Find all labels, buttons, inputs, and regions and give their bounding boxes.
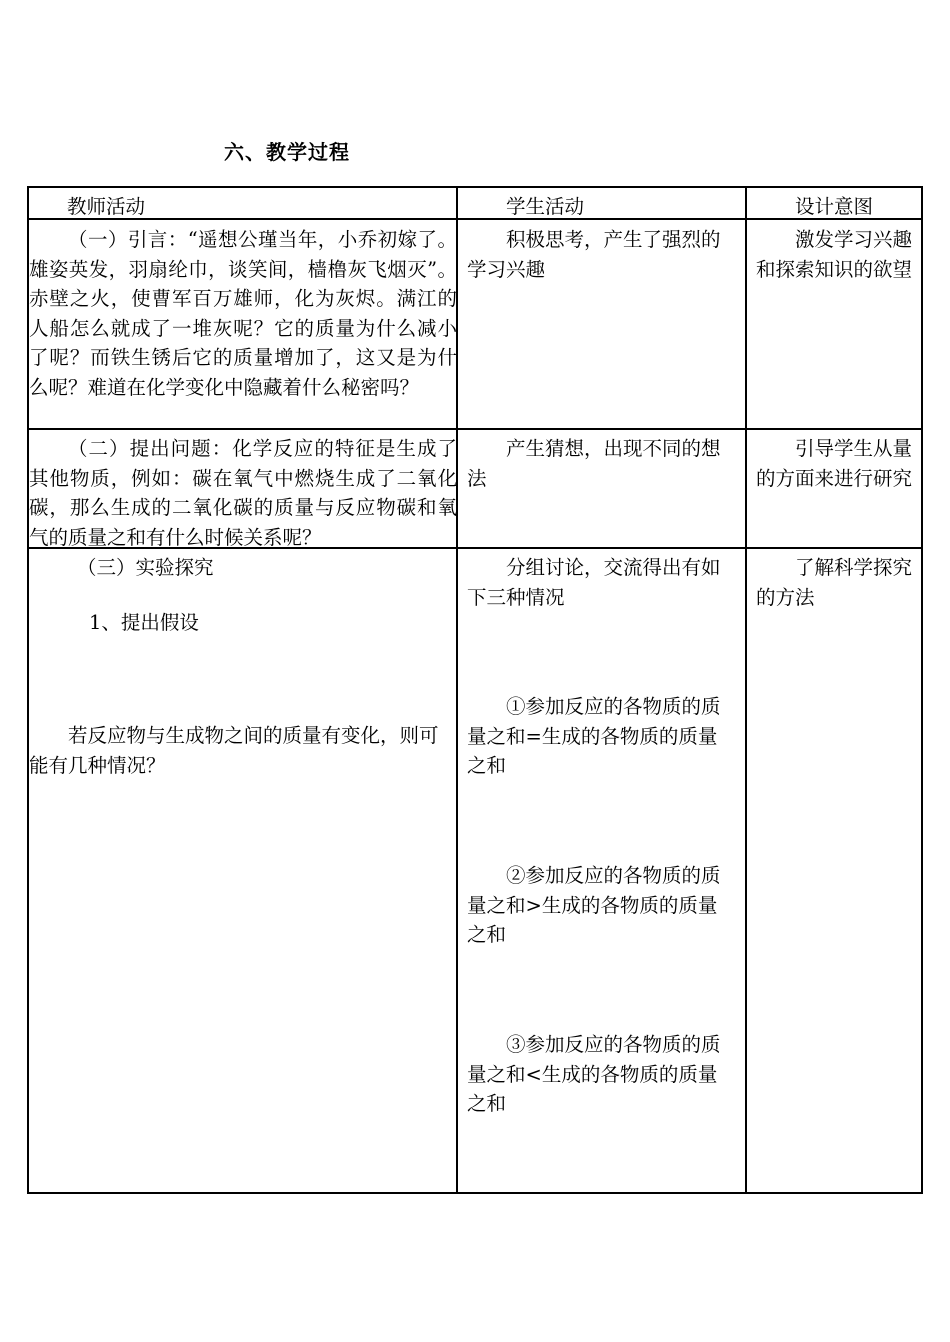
row2-student-text: 产生猜想，出现不同的想法	[467, 437, 721, 490]
section-title: 六、教学过程	[224, 140, 350, 164]
row2-intent-text: 引导学生从量的方面来进行研究	[756, 437, 913, 490]
row3-teacher-subheading: 1、提出假设	[89, 611, 199, 634]
row3-teacher-heading: （三）实验探究	[77, 556, 214, 579]
row1-student-text: 积极思考，产生了强烈的学习兴趣	[467, 228, 721, 281]
row2-teacher-text: （二）提出问题：化学反应的特征是生成了其他物质，例如：碳在氧气中燃烧生成了二氧化碳，那么生成的二氧化碳的质量与反应物碳和氧气的质量之和有什么时候关系呢？	[29, 437, 457, 549]
header-teacher-activity: 教师活动	[67, 195, 146, 218]
row3-student-intro: 分组讨论，交流得出有如下三种情况	[467, 556, 721, 609]
row-divider	[29, 218, 921, 220]
teaching-process-table	[27, 186, 923, 1194]
header-design-intent: 设计意图	[795, 195, 874, 218]
row1-intent-text: 激发学习兴趣和探索知识的欲望	[756, 228, 913, 281]
column-divider	[745, 188, 747, 1192]
row3-case-1: ①参加反应的各物质的质量之和=生成的各物质的质量之和	[467, 695, 721, 777]
row3-teacher-question: 若反应物与生成物之间的质量有变化，则可能有几种情况？	[29, 724, 439, 777]
row1-teacher-text: （一）引言：“遥想公瑾当年，小乔初嫁了。雄姿英发，羽扇纶巾，谈笑间，樯橹灰飞烟灭”。赤壁之火，使曹军百万雄师，化为灰烬。满江的人船怎么就成了一堆灰呢？它的质量为什么减小了呢？而铁生锈后它的质量增加了，这又是为什么呢？难道在化学变化中隐藏着什么秘密吗？	[29, 228, 457, 399]
header-student-activity: 学生活动	[506, 195, 585, 218]
row-divider	[29, 428, 921, 430]
row3-case-3: ③参加反应的各物质的质量之和<生成的各物质的质量之和	[467, 1033, 721, 1115]
row3-intent-text: 了解科学探究的方法	[756, 556, 913, 609]
row3-case-2: ②参加反应的各物质的质量之和>生成的各物质的质量之和	[467, 864, 721, 946]
